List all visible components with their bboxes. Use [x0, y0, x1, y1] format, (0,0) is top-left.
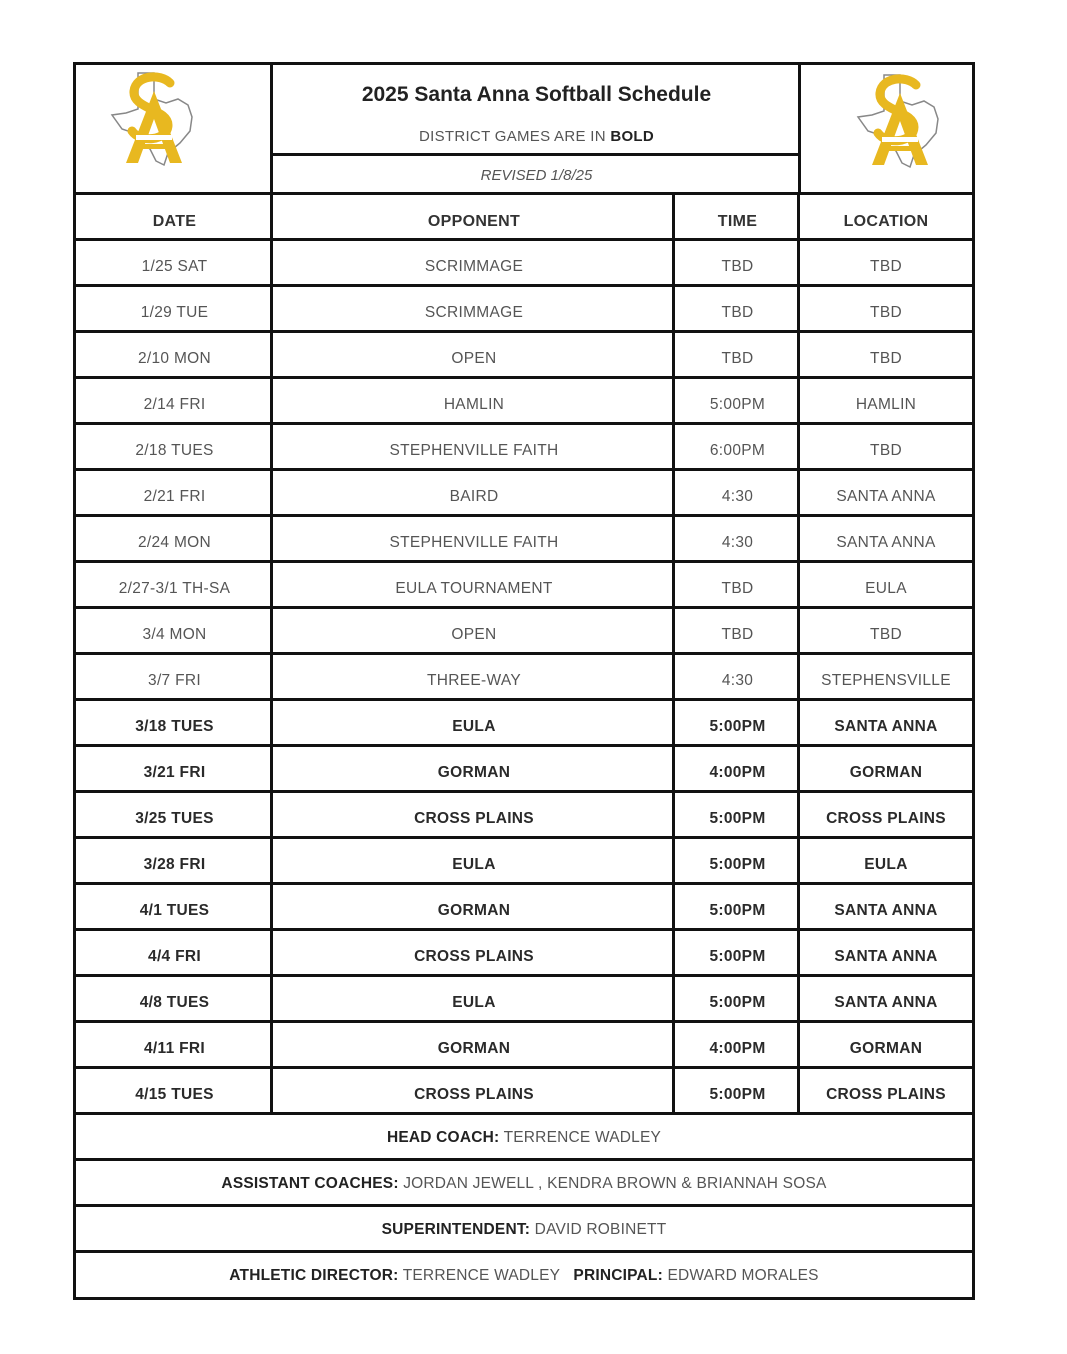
- cell-opponent: SCRIMMAGE: [424, 304, 524, 321]
- cell-date: 4/4 FRI: [148, 948, 201, 965]
- cell-location: TBD: [870, 350, 902, 367]
- staff-role-label: PRINCIPAL:: [573, 1267, 663, 1284]
- cell-date: 4/1 TUES: [139, 902, 210, 919]
- cell-date: 3/4 MON: [142, 626, 207, 643]
- column-header-opponent: OPPONENT: [427, 213, 521, 230]
- cell-opponent: STEPHENVILLE FAITH: [389, 442, 559, 459]
- cell-location: GORMAN: [849, 1040, 923, 1057]
- divider: [270, 153, 801, 156]
- cell-date: 3/21 FRI: [143, 764, 206, 781]
- cell-time: 5:00PM: [709, 856, 766, 873]
- cell-location: SANTA ANNA: [834, 902, 938, 919]
- cell-time: 5:00PM: [709, 1086, 766, 1103]
- district-note: [273, 123, 800, 149]
- column-header-date: DATE: [152, 213, 197, 230]
- staff-row: [76, 1115, 972, 1161]
- cell-location: SANTA ANNA: [834, 994, 938, 1011]
- staff-row: [76, 1161, 972, 1207]
- cell-time: 5:00PM: [709, 396, 766, 413]
- cell-location: TBD: [870, 258, 902, 275]
- cell-date: 3/7 FRI: [148, 672, 201, 689]
- cell-date: 3/18 TUES: [135, 718, 214, 735]
- cell-date: 4/11 FRI: [144, 1040, 205, 1057]
- divider: [270, 65, 273, 195]
- staff-name: TERRENCE WADLEY: [499, 1129, 662, 1146]
- cell-opponent: CROSS PLAINS: [414, 948, 534, 965]
- cell-time: TBD: [721, 304, 754, 321]
- cell-location: CROSS PLAINS: [826, 810, 946, 827]
- revised-date: REVISED 1/8/25: [480, 166, 593, 184]
- district-note-bold: BOLD: [610, 127, 655, 145]
- staff-row: [76, 1207, 972, 1253]
- staff-role-label: HEAD COACH:: [386, 1129, 500, 1146]
- cell-location: SANTA ANNA: [836, 534, 936, 551]
- staff-role-label: SUPERINTENDENT:: [381, 1221, 531, 1238]
- cell-opponent: EULA TOURNAMENT: [395, 580, 553, 597]
- cell-time: 4:00PM: [709, 764, 766, 781]
- cell-location: HAMLIN: [855, 396, 917, 413]
- cell-time: TBD: [721, 626, 754, 643]
- column-header-location: LOCATION: [843, 213, 929, 230]
- sa-texas-logo-icon: [842, 71, 957, 171]
- cell-location: EULA: [864, 856, 908, 873]
- cell-time: 4:00PM: [709, 1040, 766, 1057]
- cell-time: TBD: [721, 580, 754, 597]
- cell-time: 5:00PM: [709, 902, 766, 919]
- cell-location: GORMAN: [849, 764, 923, 781]
- cell-time: TBD: [721, 258, 754, 275]
- cell-opponent: OPEN: [451, 350, 497, 367]
- page-title: 2025 Santa Anna Softball Schedule: [361, 83, 712, 106]
- staff-name: EDWARD MORALES: [662, 1267, 819, 1284]
- school-logo-right: [842, 71, 957, 171]
- school-logo-left: [106, 69, 201, 169]
- schedule-sheet: [73, 62, 975, 1300]
- cell-date: 3/28 FRI: [143, 856, 206, 873]
- district-note-text: DISTRICT GAMES ARE IN: [418, 127, 611, 145]
- cell-date: 1/25 SAT: [141, 258, 208, 275]
- cell-date: 2/21 FRI: [143, 488, 206, 505]
- cell-time: 5:00PM: [709, 994, 766, 1011]
- cell-date: 4/15 TUES: [135, 1086, 214, 1103]
- cell-opponent: GORMAN: [437, 1040, 511, 1057]
- cell-time: 4:30: [721, 534, 754, 551]
- cell-location: CROSS PLAINS: [826, 1086, 946, 1103]
- cell-time: 5:00PM: [709, 810, 766, 827]
- cell-date: 2/10 MON: [137, 350, 212, 367]
- cell-opponent: GORMAN: [437, 902, 511, 919]
- column-divider: [672, 195, 675, 1115]
- cell-location: STEPHENSVILLE: [821, 672, 951, 689]
- cell-opponent: OPEN: [451, 626, 497, 643]
- cell-opponent: THREE-WAY: [427, 672, 521, 689]
- sa-texas-logo-icon: [106, 69, 201, 169]
- cell-location: TBD: [870, 442, 902, 459]
- cell-date: 2/18 TUES: [135, 442, 214, 459]
- cell-opponent: EULA: [452, 994, 496, 1011]
- cell-time: 4:30: [721, 672, 754, 689]
- cell-date: 1/29 TUE: [140, 304, 209, 321]
- staff-name: JORDAN JEWELL , KENDRA BROWN & BRIANNAH SOSA: [398, 1175, 827, 1192]
- cell-time: 5:00PM: [709, 718, 766, 735]
- staff-role-label: ASSISTANT COACHES:: [221, 1175, 399, 1192]
- cell-location: SANTA ANNA: [834, 718, 938, 735]
- staff-name: TERRENCE WADLEY: [398, 1267, 574, 1284]
- cell-time: 4:30: [721, 488, 754, 505]
- staff-row: [76, 1253, 972, 1299]
- cell-location: EULA: [865, 580, 907, 597]
- cell-opponent: GORMAN: [437, 764, 511, 781]
- cell-opponent: SCRIMMAGE: [424, 258, 524, 275]
- cell-opponent: EULA: [452, 856, 496, 873]
- cell-date: 4/8 TUES: [139, 994, 210, 1011]
- staff-name: DAVID ROBINETT: [530, 1221, 667, 1238]
- cell-location: TBD: [870, 304, 902, 321]
- column-divider: [797, 195, 800, 1115]
- cell-location: SANTA ANNA: [836, 488, 936, 505]
- cell-opponent: CROSS PLAINS: [414, 810, 534, 827]
- staff-role-label: ATHLETIC DIRECTOR:: [229, 1267, 399, 1284]
- cell-date: 3/25 TUES: [135, 810, 214, 827]
- column-header-time: TIME: [717, 213, 758, 230]
- cell-time: 6:00PM: [709, 442, 766, 459]
- cell-location: TBD: [870, 626, 902, 643]
- cell-time: 5:00PM: [709, 948, 766, 965]
- column-divider: [270, 195, 273, 1115]
- cell-date: 2/27-3/1 TH-SA: [118, 580, 231, 597]
- cell-date: 2/24 MON: [137, 534, 212, 551]
- cell-opponent: HAMLIN: [443, 396, 505, 413]
- divider: [798, 65, 801, 195]
- cell-opponent: EULA: [452, 718, 496, 735]
- cell-opponent: STEPHENVILLE FAITH: [389, 534, 559, 551]
- cell-location: SANTA ANNA: [834, 948, 938, 965]
- cell-opponent: BAIRD: [449, 488, 499, 505]
- cell-opponent: CROSS PLAINS: [414, 1086, 534, 1103]
- cell-date: 2/14 FRI: [143, 396, 206, 413]
- cell-time: TBD: [721, 350, 754, 367]
